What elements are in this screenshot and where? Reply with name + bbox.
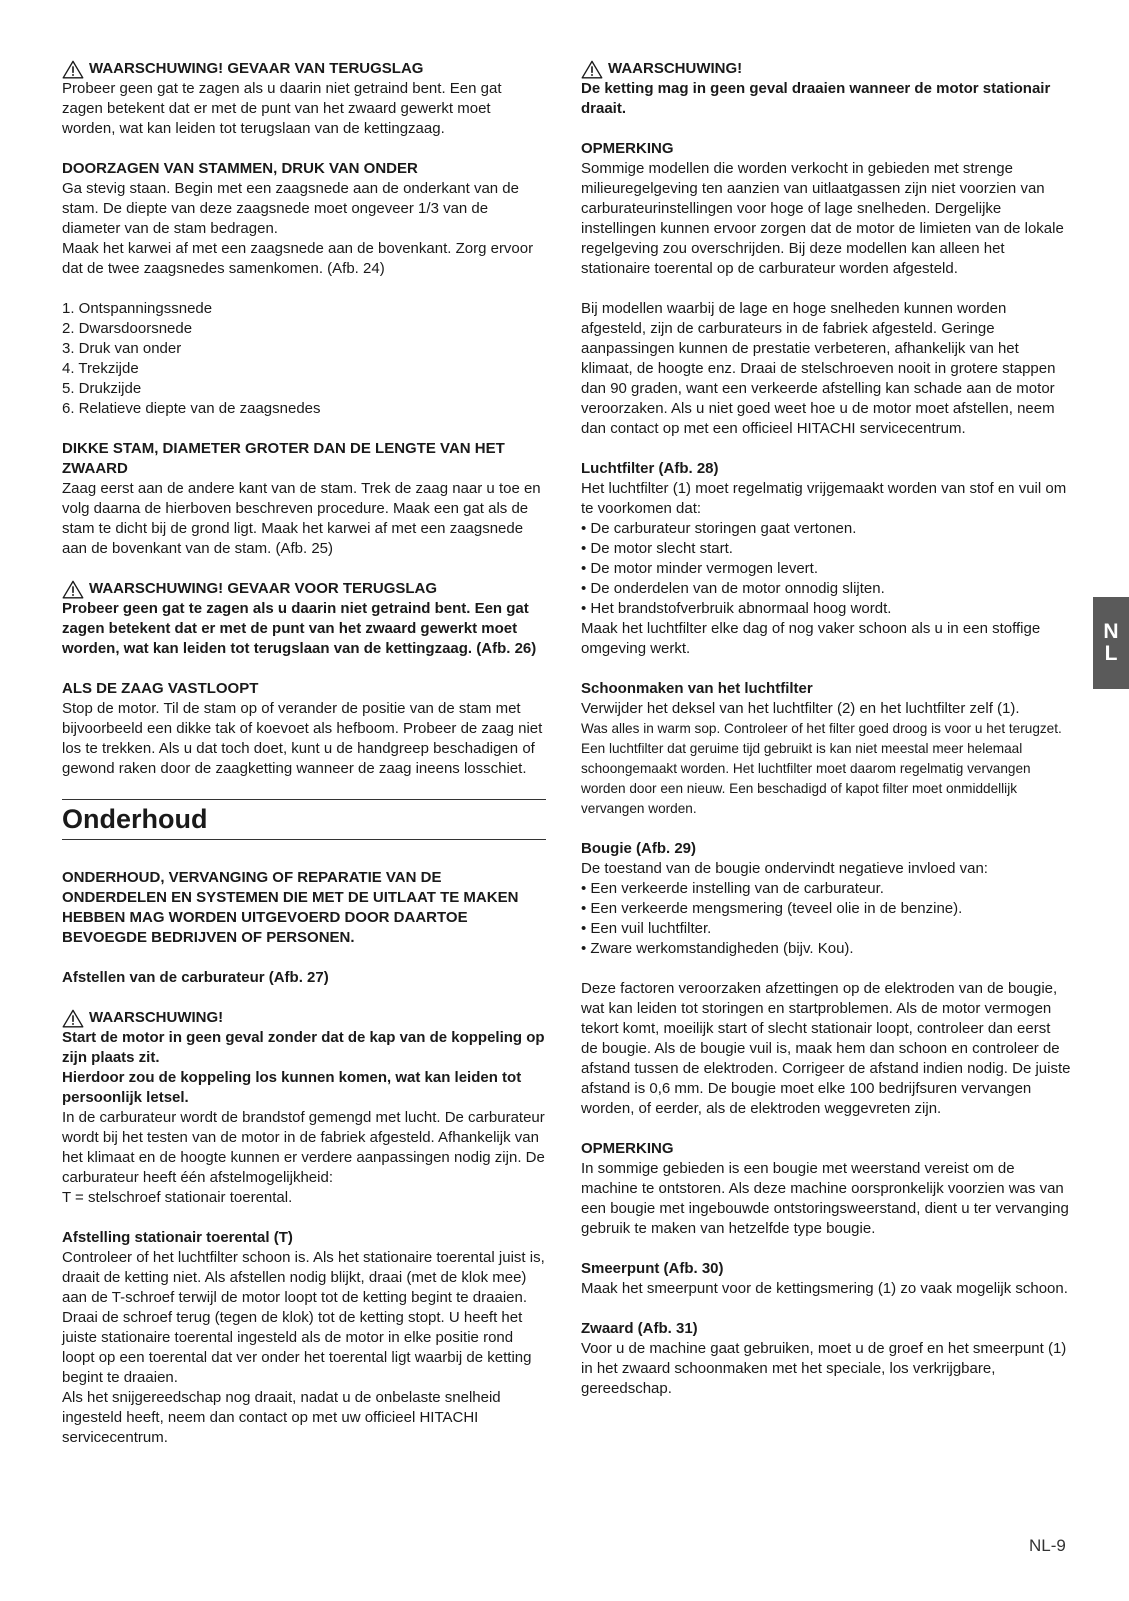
paragraph: Verwijder het deksel van het luchtfilter (2) en het luchtfilter zelf (1). bbox=[581, 700, 1020, 717]
paragraph: Ga stevig staan. Begin met een zaagsnede aan de onderkant van de stam. De diepte van deze zaagsnede moet ongeveer 1/3 van de diameter van de stam bedragen. bbox=[62, 180, 519, 237]
note-emission bbox=[581, 139, 1071, 279]
warning-text: Probeer geen gat te zagen als u daarin niet getraind bent. Een gat zagen betekent dat er met de punt van het zwaard gewerkt moet worden, wat kan leiden tot terugslaan van de kettingzaag. bbox=[62, 80, 502, 137]
section-heading: ALS DE ZAAG VASTLOOPT bbox=[62, 680, 259, 697]
paragraph: In sommige gebieden is een bougie met weerstand vereist om de machine te ontstoren. Als deze machine oorspronkelijk voorzien was van een bougie met ingebouwde ontstoringsweerstand, dient u ter vervanging gebruik te maken van hetzelfde type bougie. bbox=[581, 1160, 1069, 1237]
section-heading: Luchtfilter (Afb. 28) bbox=[581, 460, 719, 477]
paragraph: Sommige modellen die worden verkocht in gebieden met strenge milieuregelgeving ten aanzien van uitlaatgassen zijn niet voorzien van carburateurinstellingen voor hoge of lage snelheden. Dergelijke instellingen kunnen ervoor zorgen dat de motor de limieten van de lokale regelgeving zou overschrijden. Bij deze modellen kan alleen het stationaire toerental op de carburateur worden afgesteld. bbox=[581, 160, 1064, 277]
list-item: 3. Druk van onder bbox=[62, 340, 182, 357]
list-item: • De onderdelen van de motor onnodig slijten. bbox=[581, 580, 885, 597]
warning-kickback-2 bbox=[62, 579, 546, 659]
language-tab-letter: L bbox=[1104, 642, 1118, 665]
note-resistor-plug bbox=[581, 1139, 1071, 1239]
section-guide-bar bbox=[581, 1319, 1071, 1399]
section-maintenance-notice bbox=[62, 868, 546, 948]
paragraph: Bij modellen waarbij de lage en hoge snelheden kunnen worden afgesteld, zijn de carburateurs in de fabriek afgesteld. Geringe aanpassingen kunnen de prestatie verbeteren, afhankelijk van het klimaat, de hoogte enz. Draai de stelschroeven nooit in grotere stappen dan 90 graden, want een verkeerde afstelling kan schade aan de motor veroorzaken. Als u niet goed weet hoe u de motor moet afstellen, neem dan contact op met een officieel HITACHI servicecentrum. bbox=[581, 300, 1056, 437]
section-idle-speed bbox=[62, 1228, 546, 1448]
paragraph: Zaag eerst aan de andere kant van de stam. Trek de zaag naar u toe en volg daarna de hierboven beschreven procedure. Maak een gat als de stam te dicht bij de grond ligt. Maak het karwei af met een zaagsnede aan de bovenkant van de stam. (Afb. 25) bbox=[62, 480, 541, 557]
paragraph: T = stelschroef stationair toerental. bbox=[62, 1189, 293, 1206]
section-heading: Schoonmaken van het luchtfilter bbox=[581, 680, 813, 697]
note-adjustment bbox=[581, 299, 1071, 439]
section-heading: Afstelling stationair toerental (T) bbox=[62, 1229, 293, 1246]
warning-title: WAARSCHUWING! bbox=[89, 1009, 224, 1026]
section-saw-stuck bbox=[62, 679, 546, 779]
list-item: • Een vuil luchtfilter. bbox=[581, 920, 712, 937]
right-column bbox=[581, 59, 1071, 1419]
section-spark-plug bbox=[581, 839, 1071, 959]
section-air-filter-cleaning bbox=[581, 679, 1071, 819]
section-heading: OPMERKING bbox=[581, 1140, 674, 1157]
warning-title: WAARSCHUWING! bbox=[608, 60, 743, 77]
warning-kickback-1 bbox=[62, 59, 546, 139]
paragraph: Controleer of het luchtfilter schoon is. Als het stationaire toerental juist is, draait de ketting niet. Als afstellen nodig blijkt, draai (met de klok mee) aan de T-schroef terwijl de motor loopt tot de ketting begint te draaien. Draai de schroef terug (tegen de klok) tot de ketting stopt. U heeft het juiste stationaire toerental ingesteld als de motor in elke positie rond loopt op een toerental dat ver onder het toerental ligt waarbij de ketting begint te draaien. bbox=[62, 1249, 545, 1386]
paragraph: Het luchtfilter (1) moet regelmatig vrijgemaakt worden van stof en vuil om te voorkomen dat: bbox=[581, 480, 1067, 517]
section-cutting-from-below bbox=[62, 159, 546, 279]
list-item: 2. Dwarsdoorsnede bbox=[62, 320, 193, 337]
list-item: 4. Trekzijde bbox=[62, 360, 139, 377]
warning-triangle-icon bbox=[62, 1009, 84, 1028]
warning-text: Probeer geen gat te zagen als u daarin niet getraind bent. Een gat zagen betekent dat er met de punt van het zwaard gewerkt moet worden, wat kan leiden tot terugslaan van de kettingzaag. (Afb. 26) bbox=[62, 600, 537, 657]
list-item: • Het brandstofverbruik abnormaal hoog wordt. bbox=[581, 600, 892, 617]
warning-text: De ketting mag in geen geval draaien wanneer de motor stationair draait. bbox=[581, 80, 1051, 117]
section-carburetor-heading bbox=[62, 968, 546, 988]
left-column bbox=[62, 59, 546, 1468]
page-number: NL-9 bbox=[1029, 1536, 1066, 1555]
warning-triangle-icon bbox=[62, 60, 84, 79]
chapter-title: Onderhoud bbox=[62, 799, 546, 840]
section-heading: Zwaard (Afb. 31) bbox=[581, 1320, 698, 1337]
warning-text: Start de motor in geen geval zonder dat de kap van de koppeling op zijn plaats zit. bbox=[62, 1029, 545, 1066]
paragraph: Stop de motor. Til de stam op of verander de positie van de stam met bijvoorbeeld een dikke tak of koevoet als hefboom. Probeer de zaag niet los te trekken. Als u dat toch doet, kunt u de handgreep beschadigen of gewond raken door de zaagketting wanneer de zaag ineens losschiet. bbox=[62, 700, 543, 777]
list-item: • De carburateur storingen gaat vertonen. bbox=[581, 520, 857, 537]
section-heading: ONDERHOUD, VERVANGING OF REPARATIE VAN DE ONDERDELEN EN SYSTEMEN DIE MET DE UITLAAT TE MAKEN HEBBEN MAG WORDEN UITGEVOERD DOOR DAARTOE BEVOEGDE BEDRIJVEN OF PERSONEN. bbox=[62, 869, 519, 946]
section-thick-trunk bbox=[62, 439, 546, 559]
section-air-filter bbox=[581, 459, 1071, 659]
list-item: 6. Relatieve diepte van de zaagsnedes bbox=[62, 400, 321, 417]
section-heading: Bougie (Afb. 29) bbox=[581, 840, 696, 857]
section-heading: Smeerpunt (Afb. 30) bbox=[581, 1260, 724, 1277]
warning-triangle-icon bbox=[62, 580, 84, 599]
list-item: • Een verkeerde mengsmering (teveel olie in de benzine). bbox=[581, 900, 963, 917]
section-heading: DOORZAGEN VAN STAMMEN, DRUK VAN ONDER bbox=[62, 160, 418, 177]
numbered-list bbox=[62, 299, 546, 419]
paragraph: Maak het smeerpunt voor de kettingsmering (1) zo vaak mogelijk schoon. bbox=[581, 1280, 1068, 1297]
paragraph: In de carburateur wordt de brandstof gemengd met lucht. De carburateur wordt bij het testen van de motor in de fabriek afgesteld. Afhankelijk van het klimaat en de hoogte kunnen er verdere aanpassingen nodig zijn. De carburateur heeft één afstelmogelijkheid: bbox=[62, 1109, 545, 1186]
list-item: • Een verkeerde instelling van de carburateur. bbox=[581, 880, 884, 897]
warning-clutch-cover bbox=[62, 1008, 546, 1208]
spark-plug-details bbox=[581, 979, 1071, 1119]
list-item: 5. Drukzijde bbox=[62, 380, 142, 397]
section-heading: DIKKE STAM, DIAMETER GROTER DAN DE LENGTE VAN HET ZWAARD bbox=[62, 440, 505, 477]
paragraph: Voor u de machine gaat gebruiken, moet u de groef en het smeerpunt (1) in het zwaard schoonmaken met het speciale, los verkrijgbare, gereedschap. bbox=[581, 1340, 1067, 1397]
list-item: • Zware werkomstandigheden (bijv. Kou). bbox=[581, 940, 854, 957]
list-item: • De motor slecht start. bbox=[581, 540, 733, 557]
warning-title: WAARSCHUWING! GEVAAR VOOR TERUGSLAG bbox=[89, 580, 438, 597]
section-heading: Afstellen van de carburateur (Afb. 27) bbox=[62, 969, 329, 986]
section-lubrication-point bbox=[581, 1259, 1071, 1299]
paragraph: Maak het luchtfilter elke dag of nog vaker schoon als u in een stoffige omgeving werkt. bbox=[581, 620, 1041, 657]
paragraph: De toestand van de bougie ondervindt negatieve invloed van: bbox=[581, 860, 988, 877]
list-item: 1. Ontspanningssnede bbox=[62, 300, 213, 317]
paragraph: Was alles in warm sop. Controleer of het filter goed droog is voor u het terugzet. Een luchtfilter dat geruime tijd gebruikt is kan niet meestal meer helemaal schoongemaakt worden. Het luchtfilter moet daarom regelmatig vervangen worden door een nieuw. Een beschadigd of kapot filter moet onmiddellijk vervangen worden. bbox=[581, 721, 1062, 816]
paragraph: Maak het karwei af met een zaagsnede aan de bovenkant. Zorg ervoor dat de twee zaagsnedes samenkomen. (Afb. 24) bbox=[62, 240, 534, 277]
warning-text: Hierdoor zou de koppeling los kunnen komen, wat kan leiden tot persoonlijk letsel. bbox=[62, 1069, 522, 1106]
paragraph: Deze factoren veroorzaken afzettingen op de elektroden van de bougie, wat kan leiden tot storingen en startproblemen. Als de motor vermogen tekort komt, moeilijk start of slecht stationair loopt, controleer dan eerst de bougie. Als de bougie vuil is, maak hem dan schoon en controleer de afstand tussen de elektroden. Corrigeer de afstand indien nodig. De juiste afstand is 0,6 mm. De bougie moet elke 100 bedrijfsuren vervangen worden, of eerder, als de elektroden weggevreten zijn. bbox=[581, 980, 1071, 1117]
paragraph: Als het snijgereedschap nog draait, nadat u de onbelaste snelheid ingesteld heeft, neem dan contact op met uw officieel HITACHI servicecentrum. bbox=[62, 1389, 501, 1446]
warning-triangle-icon bbox=[581, 60, 603, 79]
warning-title: WAARSCHUWING! GEVAAR VAN TERUGSLAG bbox=[89, 60, 424, 77]
list-item: • De motor minder vermogen levert. bbox=[581, 560, 819, 577]
section-heading: OPMERKING bbox=[581, 140, 674, 157]
language-tab-letter: N bbox=[1103, 620, 1119, 643]
language-tab bbox=[1093, 597, 1129, 689]
warning-chain-idle bbox=[581, 59, 1071, 119]
